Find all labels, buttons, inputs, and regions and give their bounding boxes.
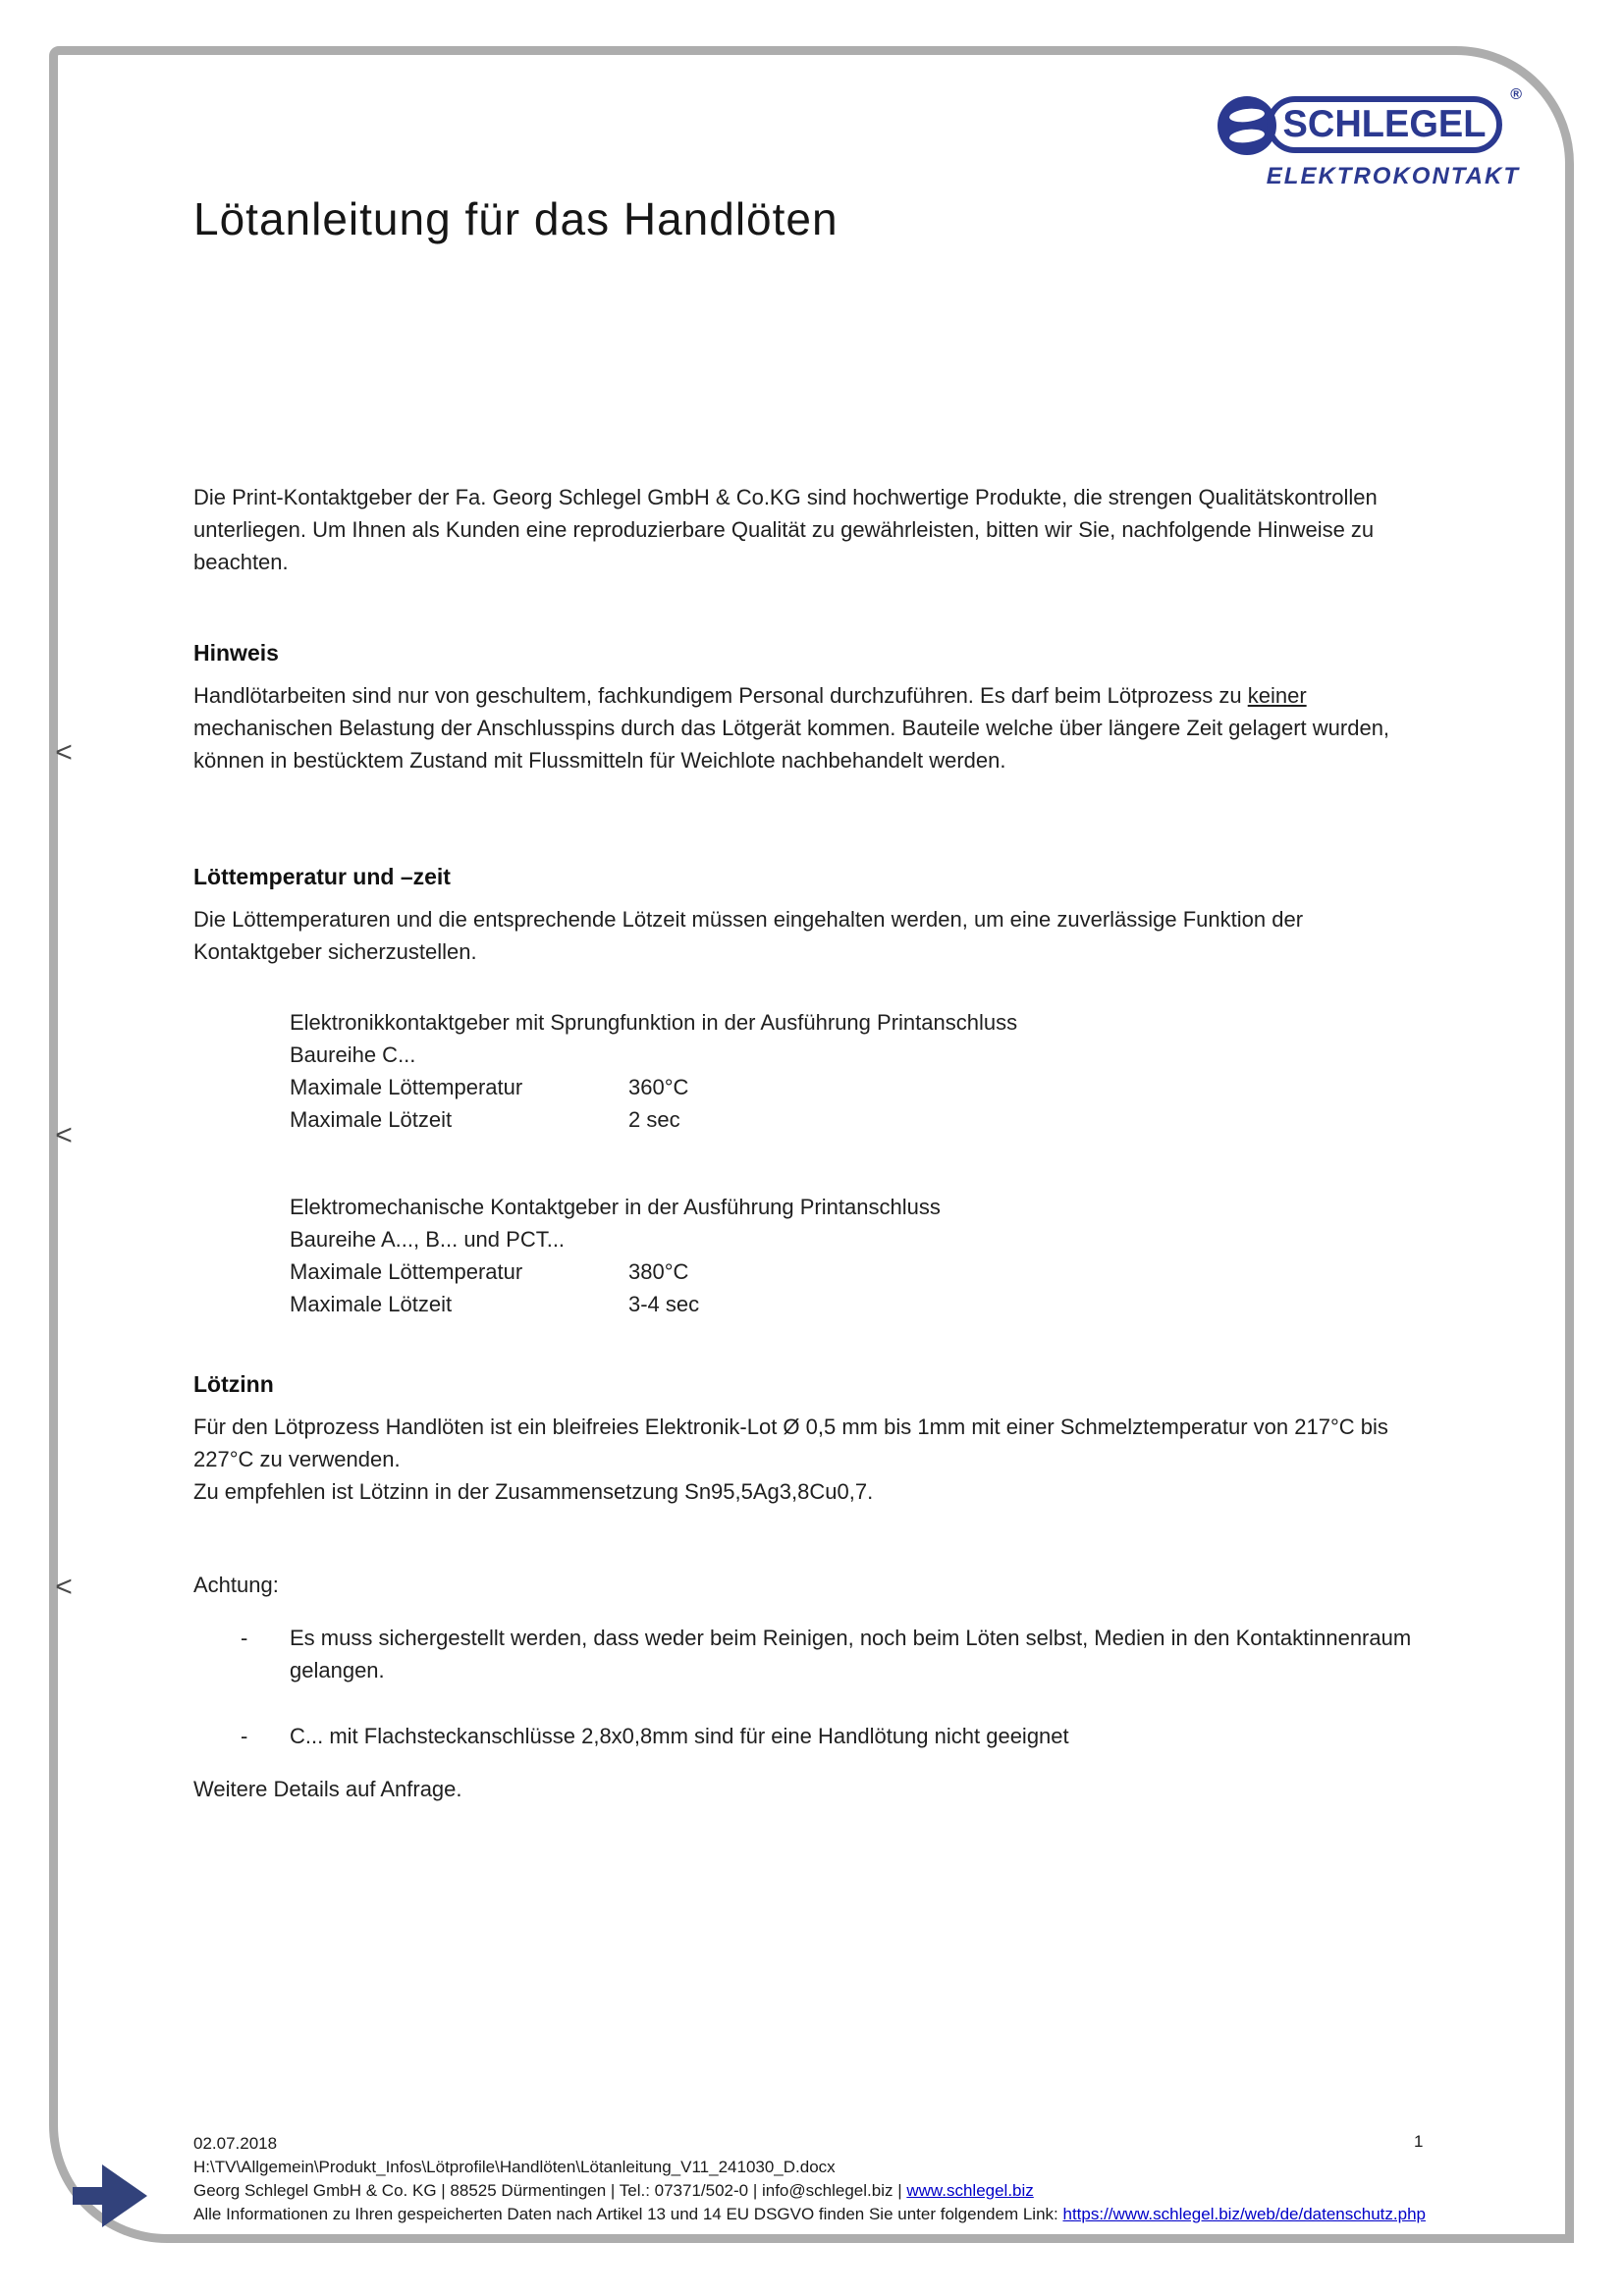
spec-label: Maximale Lötzeit <box>290 1292 453 1316</box>
spec-value: 2 sec <box>628 1107 680 1132</box>
page-border-frame <box>49 46 1574 2243</box>
margin-mark: < <box>55 1571 73 1603</box>
hinweis-text-pre: Handlötarbeiten sind nur von geschultem, fachkundigem Personal durchzuführen. Es darf beim Lötprozess zu <box>193 683 1248 708</box>
logo-brand-text: SCHLEGEL <box>1282 103 1487 145</box>
bullet-text: Es muss sichergestellt werden, dass weder beim Reinigen, noch beim Löten selbst, Medien in den Kontaktinnenraum gelangen. <box>290 1626 1412 1682</box>
spec-block-elektronik <box>290 1006 1419 1136</box>
spec-value: 380°C <box>628 1259 689 1284</box>
spec-row <box>290 1071 1419 1103</box>
footer-company-text: Georg Schlegel GmbH & Co. KG | 88525 Dürmentingen | Tel.: 07371/502-0 | info@schlegel.biz | <box>193 2181 907 2200</box>
spec-row <box>290 1103 1419 1136</box>
intro-paragraph: Die Print-Kontaktgeber der Fa. Georg Schlegel GmbH & Co.KG sind hochwertige Produkte, die strengen Qualitätskontrollen unterliegen. Um Ihnen als Kunden eine reproduzierbare Qualität zu gewährleisten, bitten wir Sie, nachfolgende Hinweise zu beachten. <box>193 485 1378 574</box>
loettemperatur-heading: Löttemperatur und –zeit <box>193 864 451 889</box>
bullet-dash: - <box>241 1724 248 1748</box>
achtung-heading: Achtung: <box>193 1573 279 1597</box>
closing-note: Weitere Details auf Anfrage. <box>193 1777 462 1801</box>
page-title: Lötanleitung für das Handlöten <box>193 193 839 244</box>
registered-trademark-icon: ® <box>1510 86 1522 103</box>
spec-value: 3-4 sec <box>628 1292 700 1316</box>
spec-label: Maximale Löttemperatur <box>290 1075 523 1099</box>
logo-wordmark-pill <box>1267 96 1502 153</box>
footer-datenschutz-link[interactable]: https://www.schlegel.biz/web/de/datenschutz.php <box>1062 2205 1426 2223</box>
loetzinn-paragraph1: Für den Lötprozess Handlöten ist ein bleifreies Elektronik-Lot Ø 0,5 mm bis 1mm mit einer Schmelztemperatur von 217°C bis 227°C zu verwenden. <box>193 1415 1388 1471</box>
spec-row <box>290 1255 1419 1288</box>
footer-date: 02.07.2018 <box>193 2134 278 2153</box>
footer-file-path: H:\TV\Allgemein\Produkt_Infos\Lötprofile\Handlöten\Lötanleitung_V11_241030_D.docx <box>193 2158 836 2176</box>
page-number: 1 <box>1414 2132 1424 2151</box>
hinweis-paragraph <box>193 679 1426 776</box>
right-arrow-icon <box>73 2164 147 2227</box>
footer-dsgvo-text: Alle Informationen zu Ihren gespeicherten Daten nach Artikel 13 und 14 EU DSGVO finden Sie unter folgendem Link: <box>193 2205 1063 2223</box>
spec-row <box>290 1288 1419 1320</box>
bullet-dash: - <box>241 1626 248 1650</box>
achtung-bullet-1 <box>241 1622 1434 1686</box>
loetzinn-heading: Lötzinn <box>193 1371 274 1397</box>
logo-subbrand-text: ELEKTROKONTAKT <box>1266 163 1520 189</box>
bullet-text: C... mit Flachsteckanschlüsse 2,8x0,8mm sind für eine Handlötung nicht geeignet <box>290 1724 1069 1748</box>
footer-website-link[interactable]: www.schlegel.biz <box>906 2181 1034 2200</box>
hinweis-heading: Hinweis <box>193 640 279 666</box>
hinweis-text-post: mechanischen Belastung der Anschlusspins durch das Lötgerät kommen. Bauteile welche über längere Zeit gelagert wurden, können in bestücktem Zustand mit Flussmitteln für Weichlote nachbehandelt werden. <box>193 716 1390 773</box>
spec-label: Maximale Löttemperatur <box>290 1259 523 1284</box>
page-footer <box>193 2132 1489 2226</box>
margin-mark: < <box>55 1119 73 1151</box>
spec-block-line1: Elektronikkontaktgeber mit Sprungfunktion in der Ausführung Printanschluss <box>290 1010 1018 1035</box>
loetzinn-paragraph2: Zu empfehlen ist Lötzinn in der Zusammensetzung Sn95,5Ag3,8Cu0,7. <box>193 1479 874 1504</box>
spec-block-line2: Baureihe A..., B... und PCT... <box>290 1227 566 1252</box>
spec-value: 360°C <box>628 1075 689 1099</box>
spec-label: Maximale Lötzeit <box>290 1107 453 1132</box>
loettemperatur-paragraph: Die Löttemperaturen und die entsprechende Lötzeit müssen eingehalten werden, um eine zuverlässige Funktion der Kontaktgeber sicherzustellen. <box>193 907 1304 964</box>
footer-dsgvo-line <box>193 2203 1489 2226</box>
spec-block-line1: Elektromechanische Kontaktgeber in der Ausführung Printanschluss <box>290 1195 941 1219</box>
achtung-bullet-2 <box>241 1720 1434 1752</box>
margin-mark: < <box>55 736 73 769</box>
spec-block-line2: Baureihe C... <box>290 1042 416 1067</box>
spec-block-elektromechanisch <box>290 1191 1419 1320</box>
schlegel-logo <box>1216 86 1522 202</box>
footer-company-line <box>193 2179 1489 2203</box>
hinweis-text-underlined: keiner <box>1247 683 1307 708</box>
